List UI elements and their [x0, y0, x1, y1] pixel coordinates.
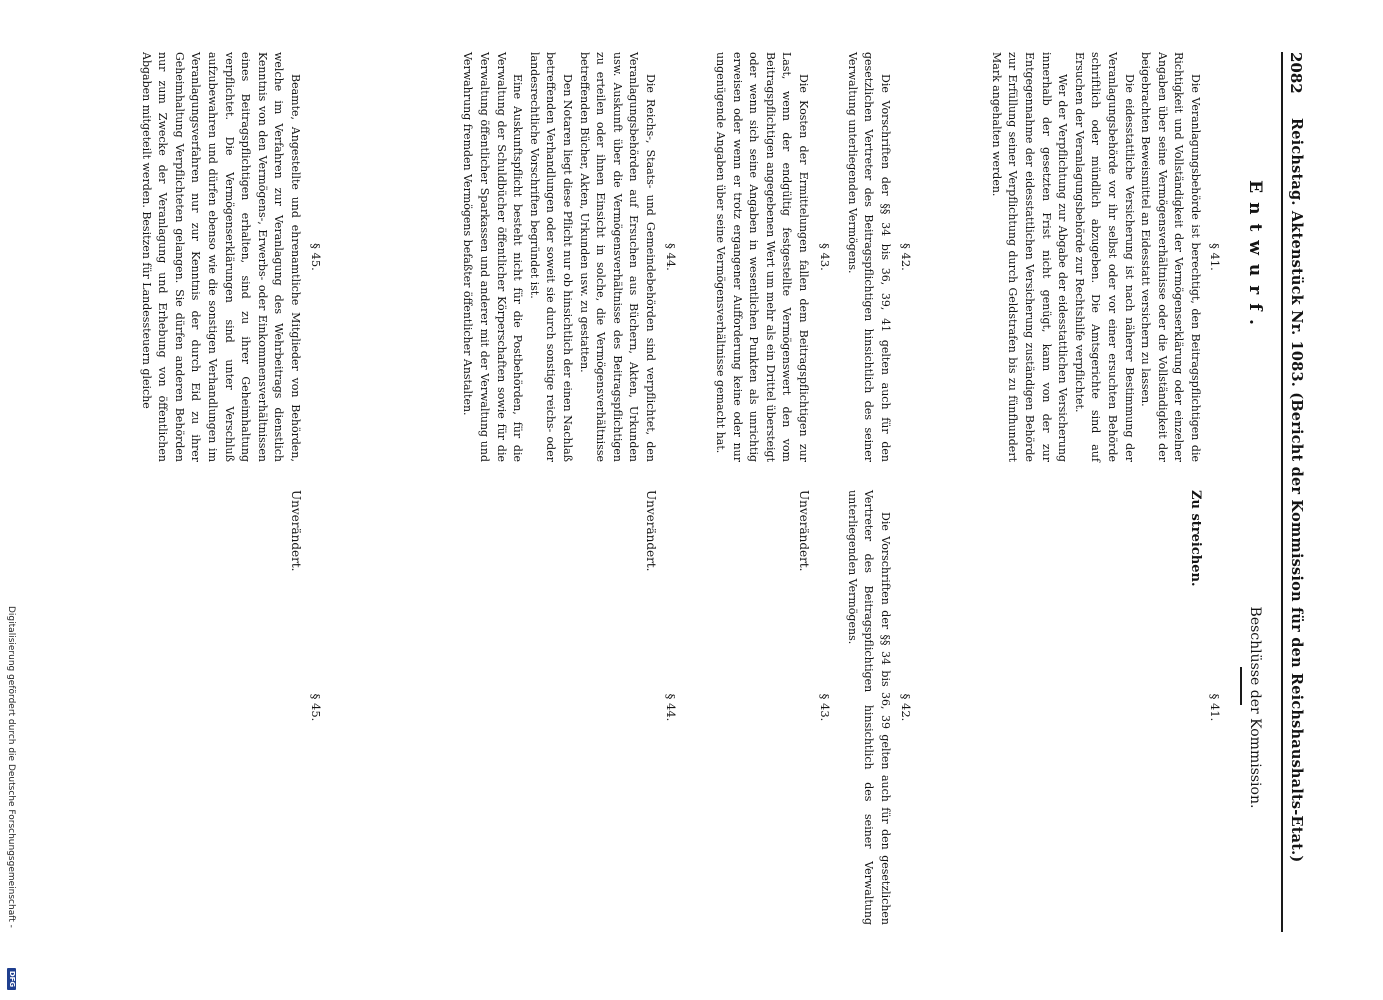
left-s44-paragraph-1: Die Reichs-, Staats- und Gemeindebehörden sind verpflichtet, den Veranlagungsbehörden auf Ersuchen aus Büchern, Akten, Urkunden usw. Auskunft über die Vermögensverhältnisse des Beitragspflichtigen zu erteilen oder ihnen Einsicht in solche, die Vermögensverhältnisse betreffenden Bücher, Akten, Urkunden usw. zu gestatten.	[577, 52, 657, 462]
left-section-45-number: § 45.	[309, 243, 323, 271]
dfg-logo: DFG	[7, 968, 16, 990]
right-s43-unchanged-note: Unverändert.	[797, 490, 811, 572]
left-section-44-number: § 44.	[664, 243, 678, 271]
left-section-41-number: § 41.	[1208, 243, 1222, 271]
left-s41-paragraph-3: Wer der Verpflichtung zur Abgabe der eidesstattlichen Versicherung innerhalb der gesetzten Frist nicht genügt, kann von der zur Entgegennahme der eidesstattlichen Versicherung zuständigen Behörde zur Erfüllung seiner Verpflichtung durch Geldstrafen bis zu fünfhundert Mark angehalten werden.	[989, 52, 1070, 462]
left-section-44-text	[459, 52, 658, 462]
left-s43-paragraph-1: Die Kosten der Ermittelungen fallen dem Beitragspflichtigen zur Last, wenn der endgültig festgestellte Vermögenswert den vom Beitragspflichtigen angegebenen Wert um mehr als ein Drittel übersteigt oder wenn sich seine Angaben in wesentlichen Punkten als unrichtig erweisen oder wenn er trotz ergangener Aufforderung keine oder nur ungenügende Angaben über seine Vermögensverhältnisse gemacht hat.	[714, 52, 810, 462]
left-s44-paragraph-3: Eine Auskunftspflicht besteht nicht für die Postbehörden, für die Verwaltung der Schuldbücher öffentlicher Körperschaften sowie für die Verwaltung öffentlicher Sparkassen und anderer mit der Verwaltung und Verwahrung fremden Vermögens befaßter öffentlicher Anstalten.	[461, 52, 525, 462]
left-s42-paragraph-1: Die Vorschriften der §§ 34 bis 36, 39, 41 gelten auch für den gesetzlichen Vertreter des Beitragspflichtigen hinsichtlich des seiner Verwaltung unterliegenden Vermögens.	[845, 52, 892, 462]
left-section-43-number: § 43.	[818, 243, 832, 271]
left-s45-paragraph-1: Beamte, Angestellte und ehrenamtliche Mitglieder von Behörden, welche im Verfahren zur Veranlagung des Wehrbeitrags dienstlich Kenntnis von den Vermögens-, Erwerbs- oder Einkommensverhältnissen eines Beitragspflichtigen erhalten, sind zu ihrer Geheimhaltung verpflichtet. Die Vermögenserklärungen sind unter Verschluß aufzubewahren und dürfen ebenso wie die sonstigen Verhandlungen im Veranlagungsverfahren nur zur Kenntnis der durch Eid zu ihrer Geheimhaltung Verpflichteten gelangen. Sie dürfen anderen Behörden nur zum Zwecke der Veranlagung und Erhebung von öffentlichen Abgaben mitgeteilt werden. Besitzen für Landessteuern gleiche	[139, 52, 302, 462]
right-section-42-text	[843, 490, 893, 925]
page-number: 2082	[1287, 52, 1305, 94]
digitization-credit: Digitalisierung gefördert durch die Deutsche Forschungsgemeinschaft -	[6, 606, 16, 928]
right-s44-unchanged-note: Unverändert.	[644, 490, 658, 572]
page-header-title: Reichstag. Aktenstück Nr. 1083. (Bericht der Kommission für den Reichshaushalts-Etat.)	[1288, 118, 1305, 863]
heading-rule-right	[1241, 667, 1243, 705]
left-section-41-text	[987, 52, 1203, 462]
heading-beschluesse: Beschlüsse der Kommission.	[1247, 606, 1263, 809]
right-s41-delete-note: Zu streichen.	[1188, 490, 1203, 587]
right-section-43-number: § 43.	[818, 693, 832, 722]
left-section-42-text	[843, 52, 893, 462]
right-section-44-number: § 44.	[664, 693, 678, 722]
right-s45-unchanged-note: Unverändert.	[289, 490, 303, 572]
right-s42-paragraph-1: Die Vorschriften der §§ 34 bis 36, 39 gelten auch für den gesetzlichen Vertreter des Beitragspflichtigen hinsichtlich des seiner Verwaltung unterliegenden Vermögens.	[845, 490, 892, 925]
heading-entwurf: Entwurf.	[1245, 180, 1265, 334]
left-s41-paragraph-1: Die Veranlagungsbehörde ist berechtigt, den Beitragspflichtigen die Richtigkeit und Vollständigkeit der Vermögenserklärung oder einzelner Angaben über seine Vermögensverhältnisse oder die Vollständigkeit der beigebrachten Beweismittel an Eidesstatt versichern zu lassen.	[1139, 52, 1202, 462]
left-s41-paragraph-2: Die eidesstattliche Versicherung ist nach näherer Bestimmung der Veranlagungsbehörde vor ihr selbst oder vor einer ersuchten Behörde schriftlich oder mündlich abzugeben. Die Amtsgerichte sind auf Ersuchen der Veranlagungsbehörde zur Rechtshilfe verpflichtet.	[1072, 52, 1136, 462]
left-s44-paragraph-2: Den Notaren liegt diese Pflicht nur ob hinsichtlich der einen Nachlaß betreffenden Verhandlungen oder soweit sie durch sonstige reichs- oder landesrechtliche Vorschriften begründet ist.	[527, 52, 575, 462]
right-section-42-number: § 42.	[899, 693, 913, 722]
left-section-43-text	[711, 52, 811, 462]
right-section-41-number: § 41.	[1208, 693, 1222, 722]
right-section-45-number: § 45.	[309, 693, 323, 722]
left-section-45-text	[137, 52, 303, 462]
header-rule	[1281, 52, 1283, 932]
left-section-42-number: § 42.	[899, 243, 913, 271]
